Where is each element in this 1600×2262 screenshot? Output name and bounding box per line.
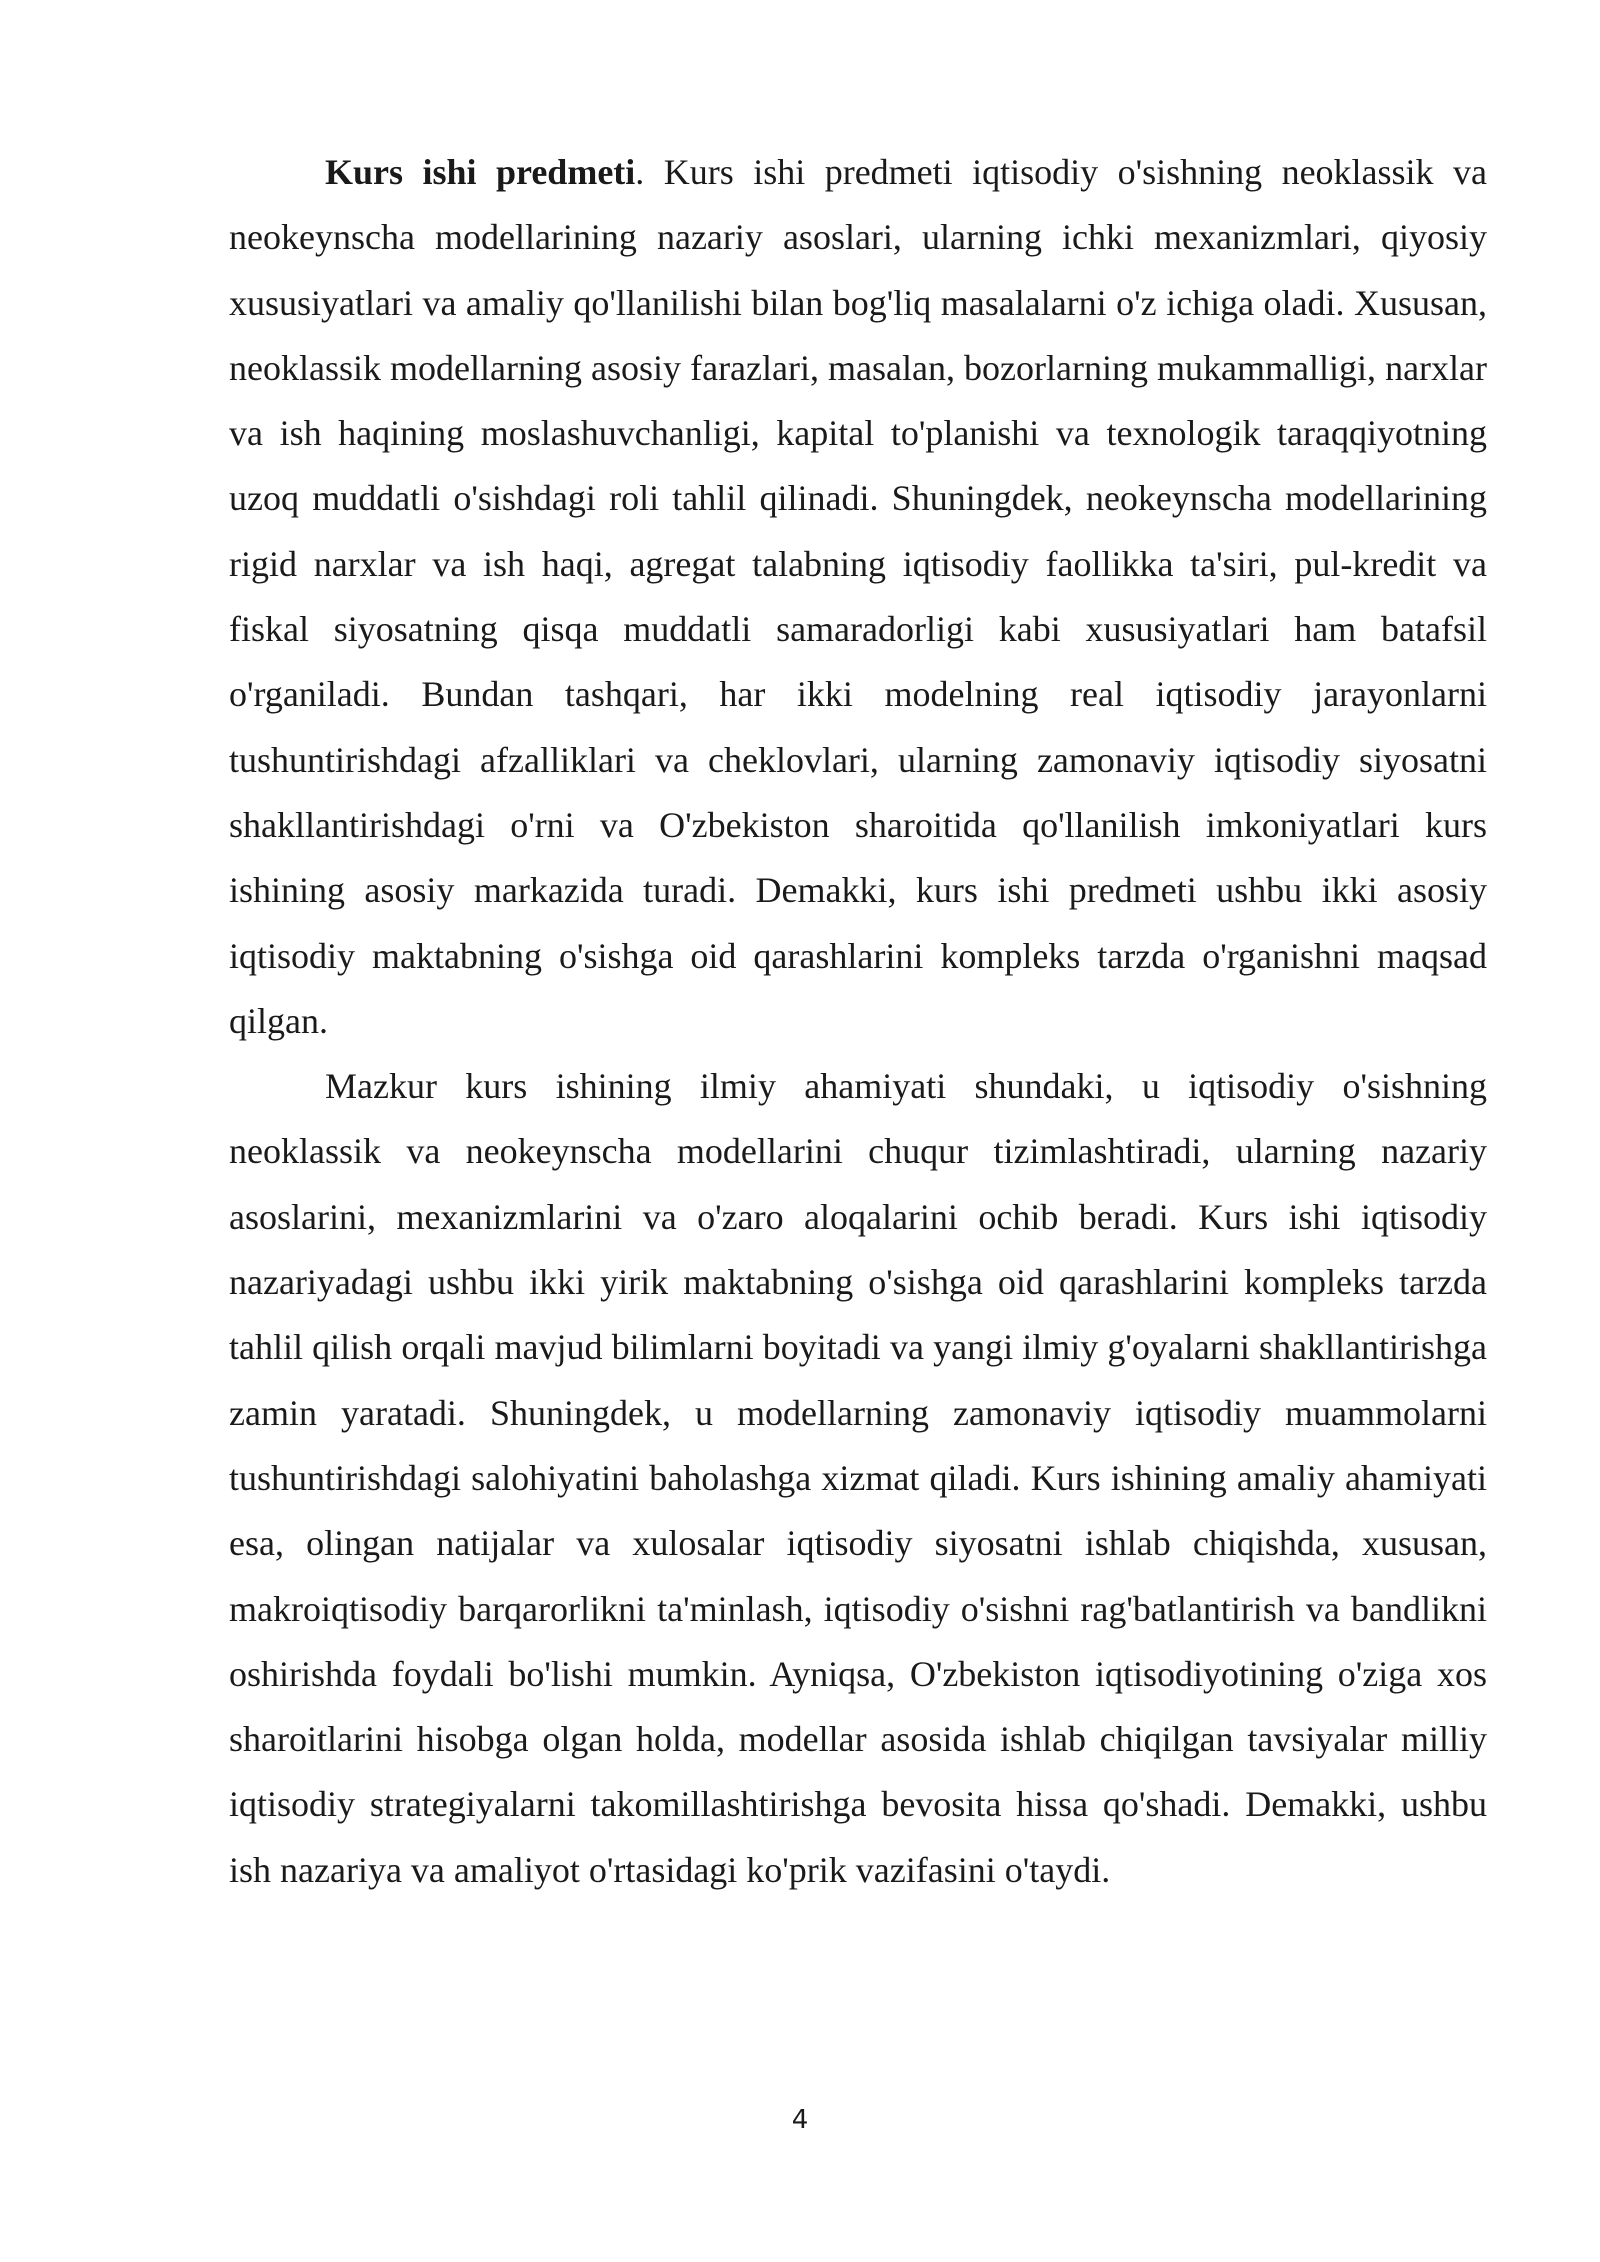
page-body (229, 140, 1487, 1903)
paragraph-text: . Kurs ishi predmeti iqtisodiy o'sishning neoklassik va neokeynscha modellarining nazariy asoslari, ularning ichki mexanizmlari, qiyosiy xususiyatlari va amaliy qo'llanilishi bilan bog'liq masalalarni o'z ichiga oladi. Xususan, neoklassik modellarning asosiy farazlari, masalan, bozorlarning mukammalligi, narxlar va ish haqining moslashuvchanligi, kapital to'planishi va texnologik taraqqiyotning uzoq muddatli o'sishdagi roli tahlil qilinadi. Shuningdek, neokeynscha modellarining rigid narxlar va ish haqi, agregat talabning iqtisodiy faollikka ta'siri, pul-kredit va fiskal siyosatning qisqa muddatli samaradorligi kabi xususiyatlari ham batafsil o'rganiladi. Bundan tashqari, har ikki modelning real iqtisodiy jarayonlarni tushuntirishdagi afzalliklari va cheklovlari, ularning zamonaviy iqtisodiy siyosatni shakllantirishdagi o'rni va O'zbekiston sharoitida qo'llanilish imkoniyatlari kurs ishining asosiy markazida turadi. Demakki, kurs ishi predmeti ushbu ikki asosiy iqtisodiy maktabning o'sishga oid qarashlarini kompleks tarzda o'rganishni maqsad qilgan. (229, 152, 1488, 1041)
paragraph-significance (229, 1054, 1487, 1903)
paragraph-text: Mazkur kurs ishining ilmiy ahamiyati shundaki, u iqtisodiy o'sishning neoklassik va neokeynscha modellarini chuqur tizimlashtiradi, ularning nazariy asoslarini, mexanizmlarini va o'zaro aloqalarini ochib beradi. Kurs ishi iqtisodiy nazariyadagi ushbu ikki yirik maktabning o'sishga oid qarashlarini kompleks tarzda tahlil qilish orqali mavjud bilimlarni boyitadi va yangi ilmiy g'oyalarni shakllantirishga zamin yaratadi. Shuningdek, u modellarning zamonaviy iqtisodiy muammolarni tushuntirishdagi salohiyatini baholashga xizmat qiladi. Kurs ishining amaliy ahamiyati esa, olingan natijalar va xulosalar iqtisodiy siyosatni ishlab chiqishda, xususan, makroiqtisodiy barqarorlikni ta'minlash, iqtisodiy o'sishni rag'batlantirish va bandlikni oshirishda foydali bo'lishi mumkin. Ayniqsa, O'zbekiston iqtisodiyotining o'ziga xos sharoitlarini hisobga olgan holda, modellar asosida ishlab chiqilgan tavsiyalar milliy iqtisodiy strategiyalarni takomillashtirishga bevosita hissa qo'shadi. Demakki, ushbu ish nazariya va amaliyot o'rtasidagi ko'prik vazifasini o'taydi. (229, 1066, 1487, 1890)
page-number: 4 (791, 2105, 809, 2135)
paragraph-subject (229, 140, 1487, 1054)
paragraph-lead-term: Kurs ishi predmeti (325, 152, 636, 192)
